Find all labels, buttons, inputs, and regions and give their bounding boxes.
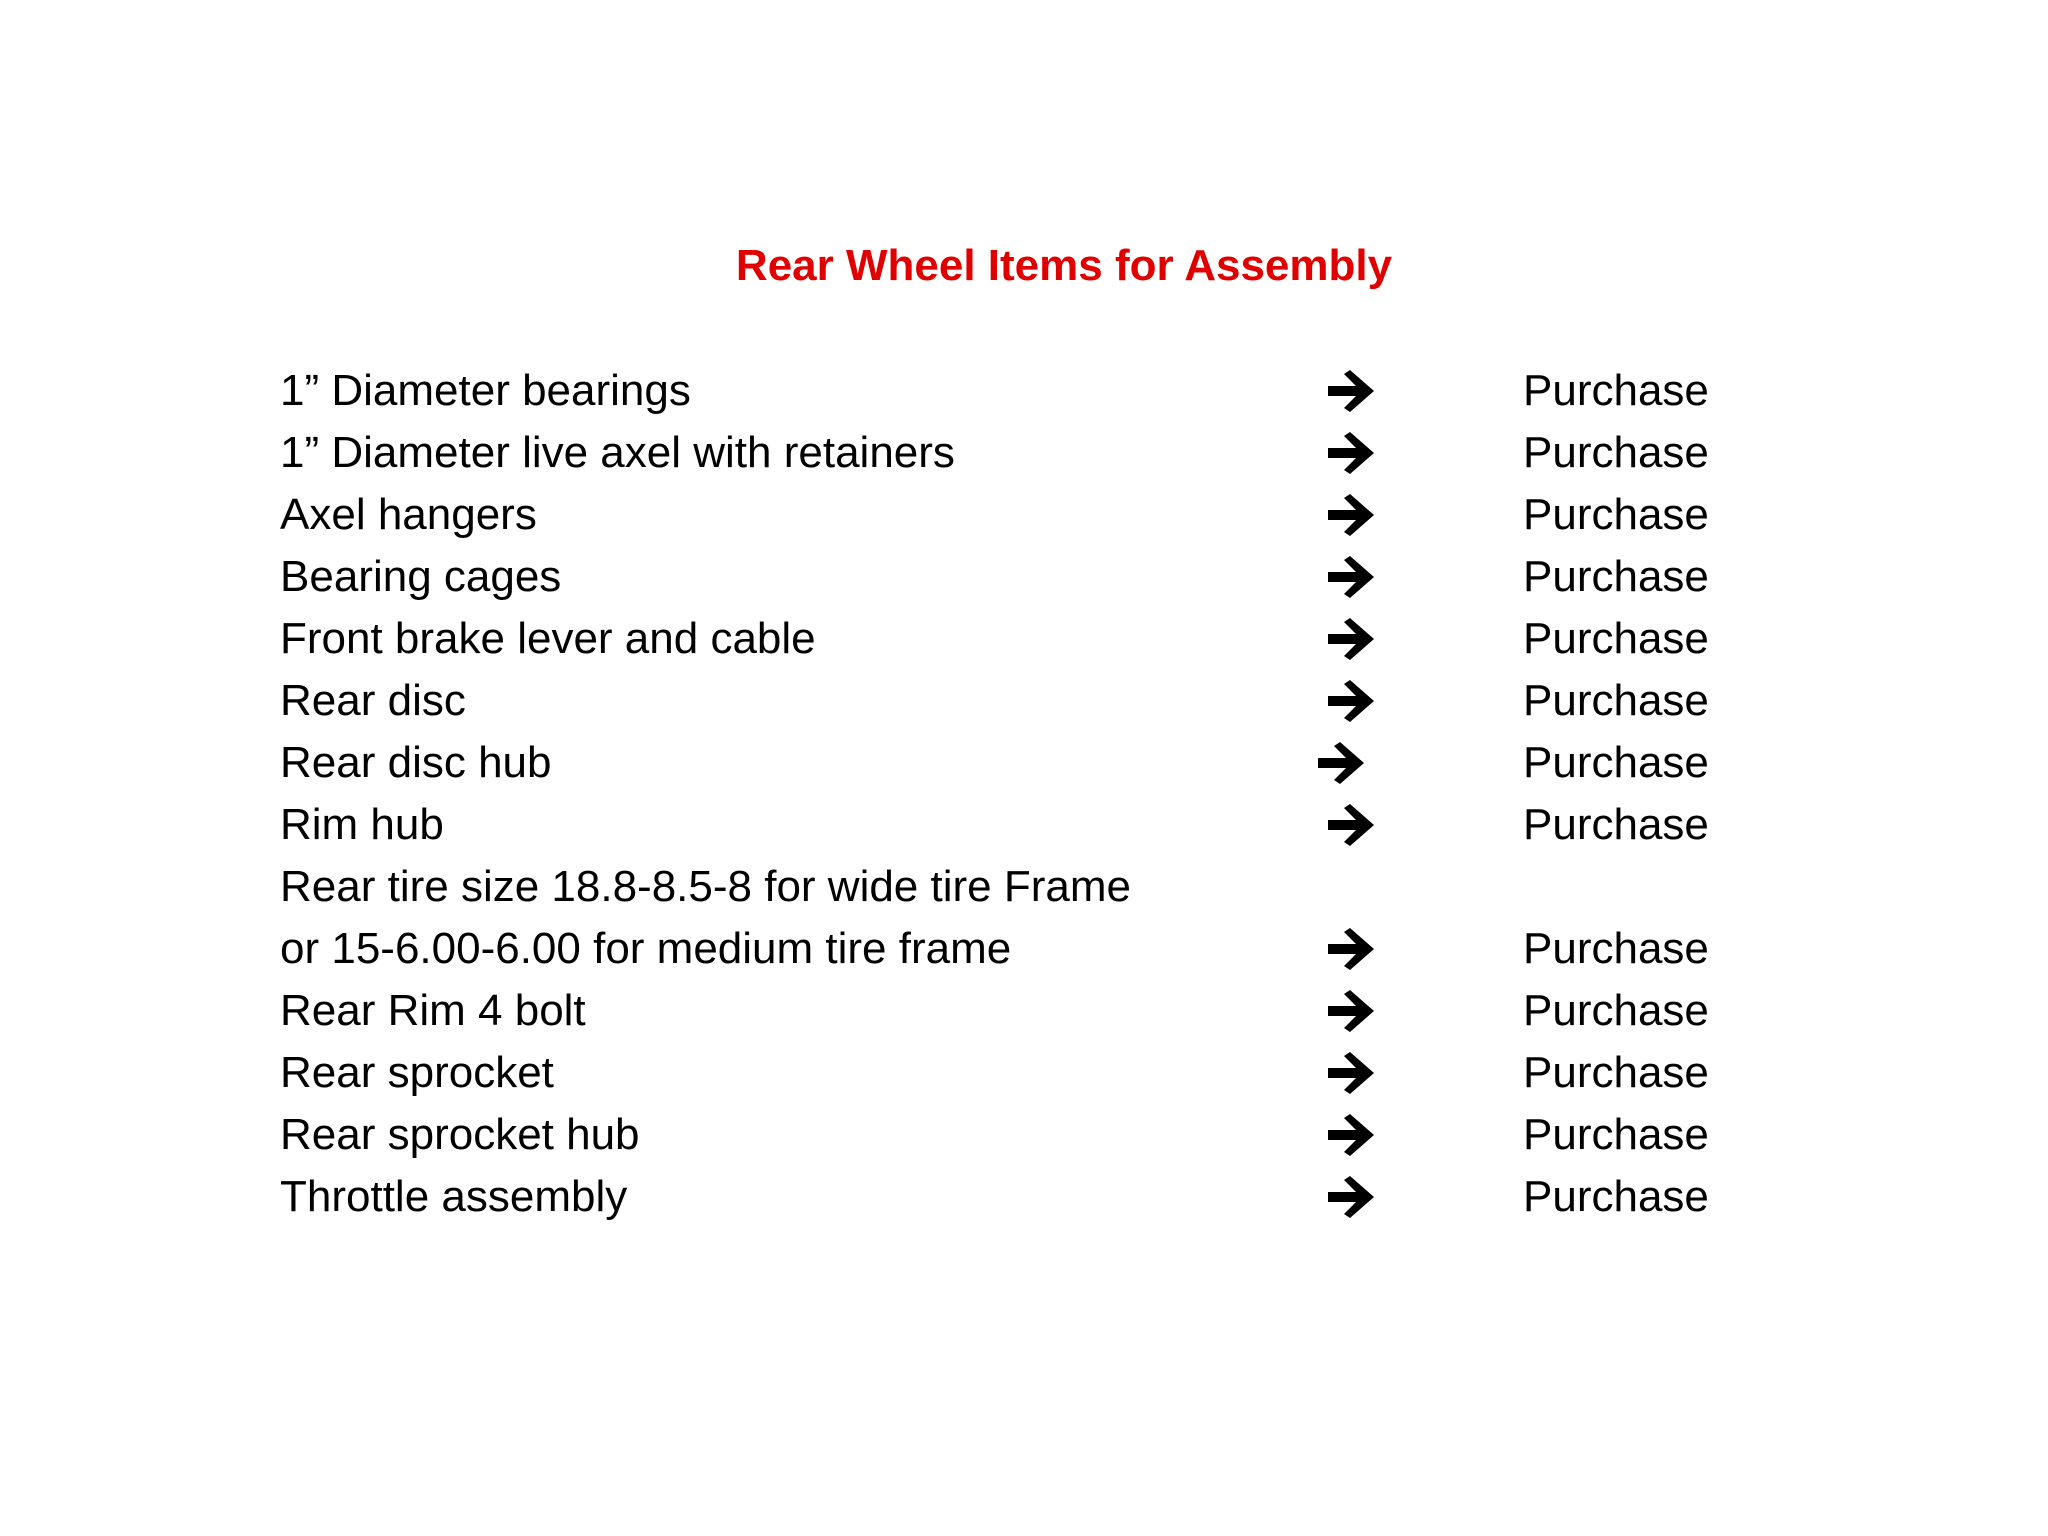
item-action: Purchase xyxy=(1523,986,1709,1035)
item-action: Purchase xyxy=(1523,490,1709,539)
right-arrow-icon xyxy=(1328,1176,1378,1218)
item-label: Rear sprocket hub xyxy=(280,1110,640,1159)
right-arrow-icon xyxy=(1328,1052,1378,1094)
list-item xyxy=(0,794,2048,856)
list-item xyxy=(0,1104,2048,1166)
item-label: Rim hub xyxy=(280,800,444,849)
right-arrow-icon xyxy=(1328,432,1378,474)
right-arrow-icon xyxy=(1328,556,1378,598)
list-item xyxy=(0,1166,2048,1228)
item-label: Rear sprocket xyxy=(280,1048,554,1097)
item-label: 1” Diameter bearings xyxy=(280,366,691,415)
item-action: Purchase xyxy=(1523,614,1709,663)
item-label: Rear disc hub xyxy=(280,738,552,787)
list-item xyxy=(0,732,2048,794)
list-item xyxy=(0,670,2048,732)
list-item xyxy=(0,918,2048,980)
right-arrow-icon xyxy=(1328,928,1378,970)
item-action: Purchase xyxy=(1523,676,1709,725)
item-label: Throttle assembly xyxy=(280,1172,628,1221)
right-arrow-icon xyxy=(1328,680,1378,722)
list-item xyxy=(0,422,2048,484)
item-label: Rear disc xyxy=(280,676,466,725)
list-item xyxy=(0,608,2048,670)
right-arrow-icon xyxy=(1328,1114,1378,1156)
item-label: Rear Rim 4 bolt xyxy=(280,986,586,1035)
right-arrow-icon xyxy=(1328,618,1378,660)
item-action: Purchase xyxy=(1523,1110,1709,1159)
list-item xyxy=(0,360,2048,422)
list-item xyxy=(0,484,2048,546)
item-label: Rear tire size 18.8-8.5-8 for wide tire Frame xyxy=(280,862,1131,911)
slide-title: Rear Wheel Items for Assembly xyxy=(735,241,1393,290)
item-label: Front brake lever and cable xyxy=(280,614,816,663)
list-item xyxy=(0,1042,2048,1104)
right-arrow-icon xyxy=(1328,804,1378,846)
item-label-continued: or 15-6.00-6.00 for medium tire frame xyxy=(280,924,1012,973)
item-action: Purchase xyxy=(1523,1172,1709,1221)
list-item xyxy=(0,980,2048,1042)
item-action: Purchase xyxy=(1523,738,1709,787)
right-arrow-icon xyxy=(1328,990,1378,1032)
item-action: Purchase xyxy=(1523,800,1709,849)
list-item xyxy=(0,856,2048,918)
list-item xyxy=(0,546,2048,608)
right-arrow-icon xyxy=(1318,742,1368,784)
item-action: Purchase xyxy=(1523,924,1709,973)
item-label: Axel hangers xyxy=(280,490,537,539)
item-action: Purchase xyxy=(1523,428,1709,477)
item-action: Purchase xyxy=(1523,1048,1709,1097)
item-action: Purchase xyxy=(1523,366,1709,415)
right-arrow-icon xyxy=(1328,494,1378,536)
item-label: Bearing cages xyxy=(280,552,562,601)
item-label: 1” Diameter live axel with retainers xyxy=(280,428,955,477)
right-arrow-icon xyxy=(1328,370,1378,412)
item-action: Purchase xyxy=(1523,552,1709,601)
